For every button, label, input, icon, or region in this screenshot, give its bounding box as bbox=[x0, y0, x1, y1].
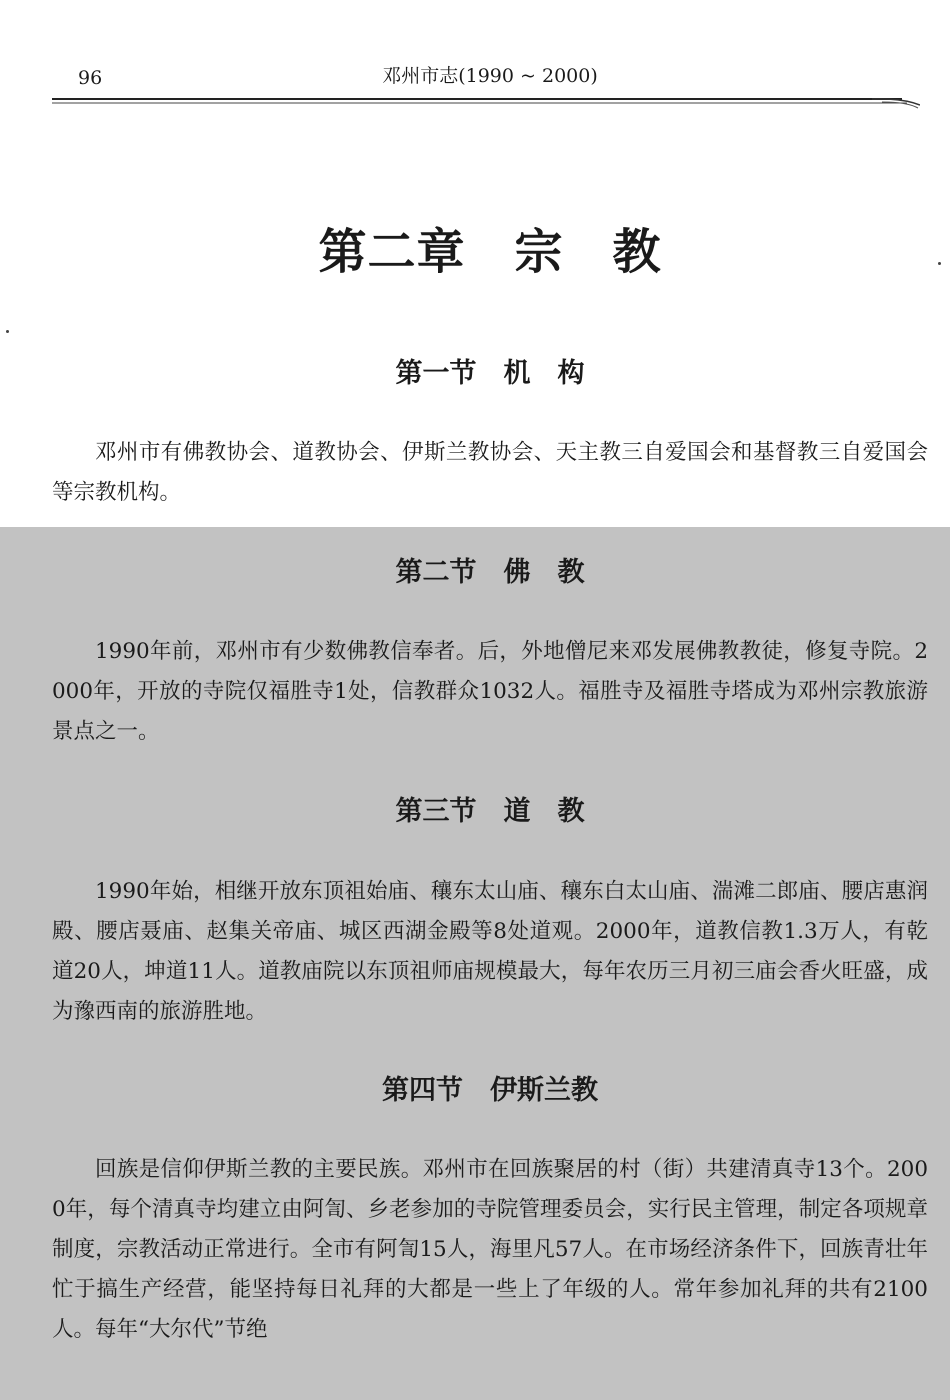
section-title-buddhism: 第二节 佛 教 bbox=[395, 557, 585, 588]
section-title-organizations: 第一节 机 构 bbox=[395, 358, 585, 389]
page-number: 96 bbox=[78, 67, 103, 89]
section-title-islam: 第四节 伊斯兰教 bbox=[382, 1075, 598, 1106]
section-paragraph-organizations: 邓州市有佛教协会、道教协会、伊斯兰教协会、天主教三自爱国会和基督教三自爱国会等宗教机构。 bbox=[52, 440, 928, 505]
scan-speck bbox=[938, 262, 941, 265]
section-paragraph-taoism: 1990年始，相继开放东顶祖始庙、穰东太山庙、穰东白太山庙、湍滩二郎庙、腰店惠润殿、腰店聂庙、赵集关帝庙、城区西湖金殿等8处道观。2000年，道教信教1.3万人，有乾道20人，坤道11人。道教庙院以东顶祖师庙规模最大，每年农历三月初三庙会香火旺盛，成为豫西南的旅游胜地。 bbox=[52, 879, 928, 1024]
section-paragraph-buddhism: 1990年前，邓州市有少数佛教信奉者。后，外地僧尼来邓发展佛教教徒，修复寺院。2000年，开放的寺院仅福胜寺1处，信教群众1032人。福胜寺及福胜寺塔成为邓州宗教旅游景点之一。 bbox=[52, 639, 928, 744]
section-paragraph-islam: 回族是信仰伊斯兰教的主要民族。邓州市在回族聚居的村（街）共建清真寺13个。2000年，每个清真寺均建立由阿訇、乡老参加的寺院管理委员会，实行民主管理，制定各项规章制度，宗教活动正常进行。全市有阿訇15人，海里凡57人。在市场经济条件下，回族青壮年忙于搞生产经营，能坚持每日礼拜的大都是一些上了年级的人。常年参加礼拜的共有2100人。每年“大尔代”节绝 bbox=[52, 1157, 928, 1342]
running-head-title: 邓州市志(1990 ~ 2000) bbox=[382, 65, 598, 87]
scan-speck bbox=[6, 330, 9, 333]
section-title-taoism: 第三节 道 教 bbox=[395, 796, 585, 827]
header-rule bbox=[52, 96, 920, 110]
chapter-title: 第二章 宗 教 bbox=[318, 224, 662, 280]
